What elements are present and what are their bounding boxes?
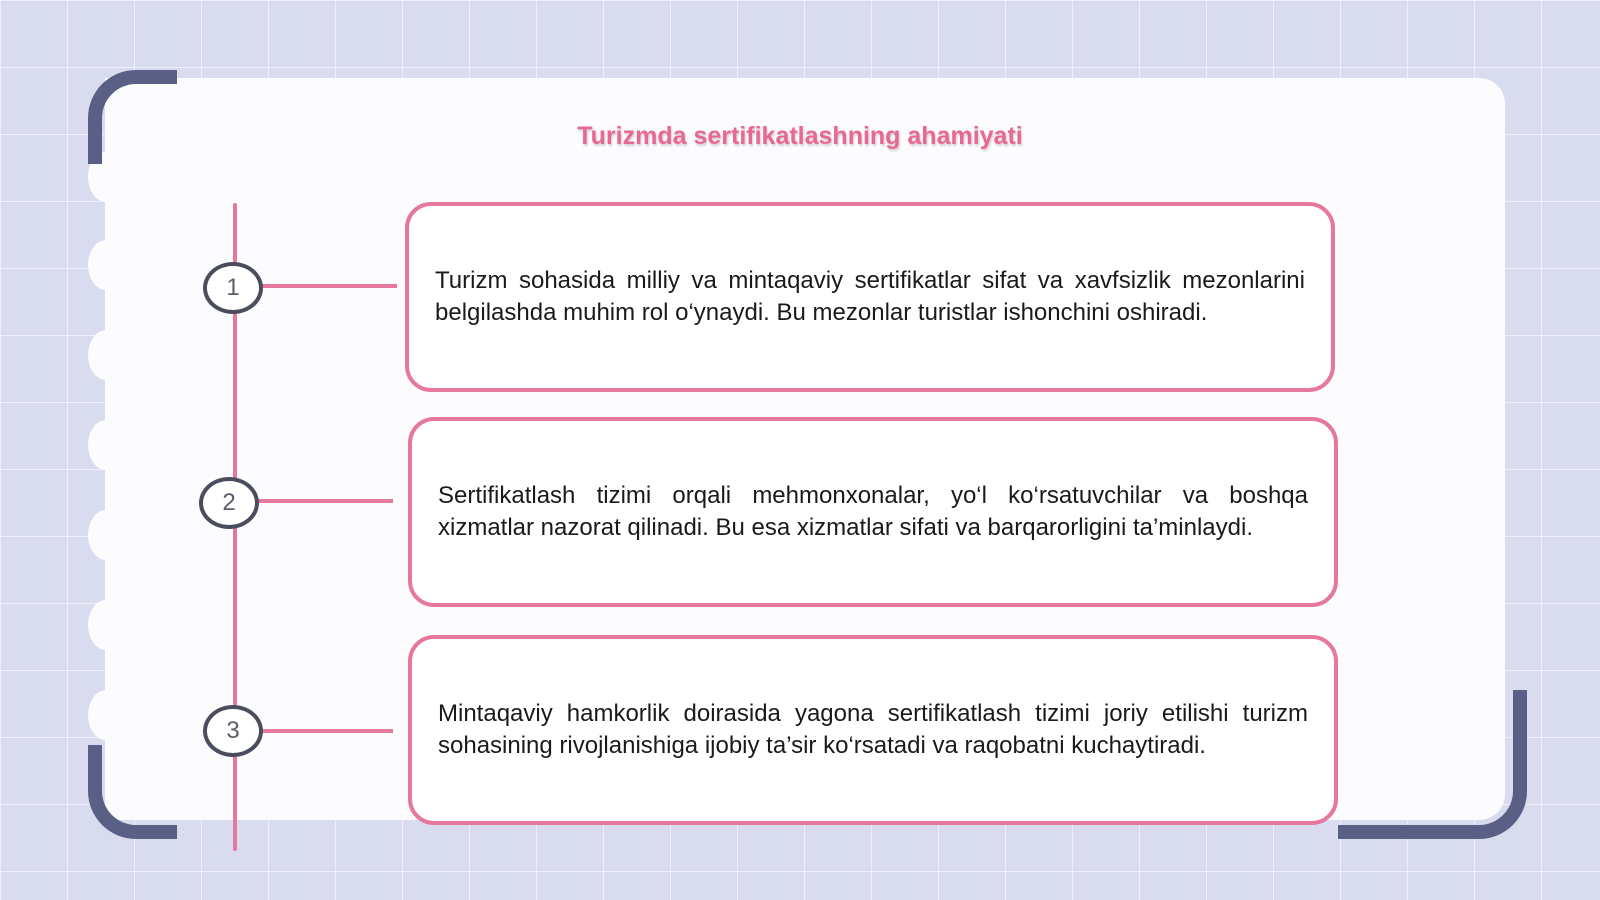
card-scallop [88,600,124,650]
timeline-connector [262,284,397,288]
frame-bracket-bottom-right [1338,690,1527,839]
frame-bracket-bottom-left [88,745,177,839]
step-text-1: Turizm sohasida milliy va mintaqaviy sertifikatlar sifat va xavfsizlik mezonlarini belgilashda muhim rol o‘ynaydi. Bu mezonlar turistlar ishonchini oshiradi. [435,267,1305,326]
step-box-2 [408,417,1338,607]
card-scallop [88,690,124,740]
timeline-connector [262,729,393,733]
step-box-1 [405,202,1335,392]
step-number-1: 1 [203,262,263,314]
step-number-3: 3 [203,705,263,757]
step-text-2: Sertifikatlash tizimi orqali mehmonxonalar, yo‘l ko‘rsatuvchilar va boshqa xizmatlar nazorat qilinadi. Bu esa xizmatlar sifati va barqarorligini ta’minlaydi. [438,482,1308,541]
timeline-connector [258,499,393,503]
step-text-3: Mintaqaviy hamkorlik doirasida yagona sertifikatlash tizimi joriy etilishi turizm sohasining rivojlanishiga ijobiy ta’sir ko‘rsatadi va raqobatni kuchaytiradi. [438,700,1308,759]
card-scallop [88,240,124,290]
card-scallop [88,510,124,560]
slide-title: Turizmda sertifikatlashning ahamiyati [577,122,1023,150]
card-scallop [88,420,124,470]
card-scallop [88,330,124,380]
step-number-2: 2 [199,477,259,529]
step-box-3 [408,635,1338,825]
